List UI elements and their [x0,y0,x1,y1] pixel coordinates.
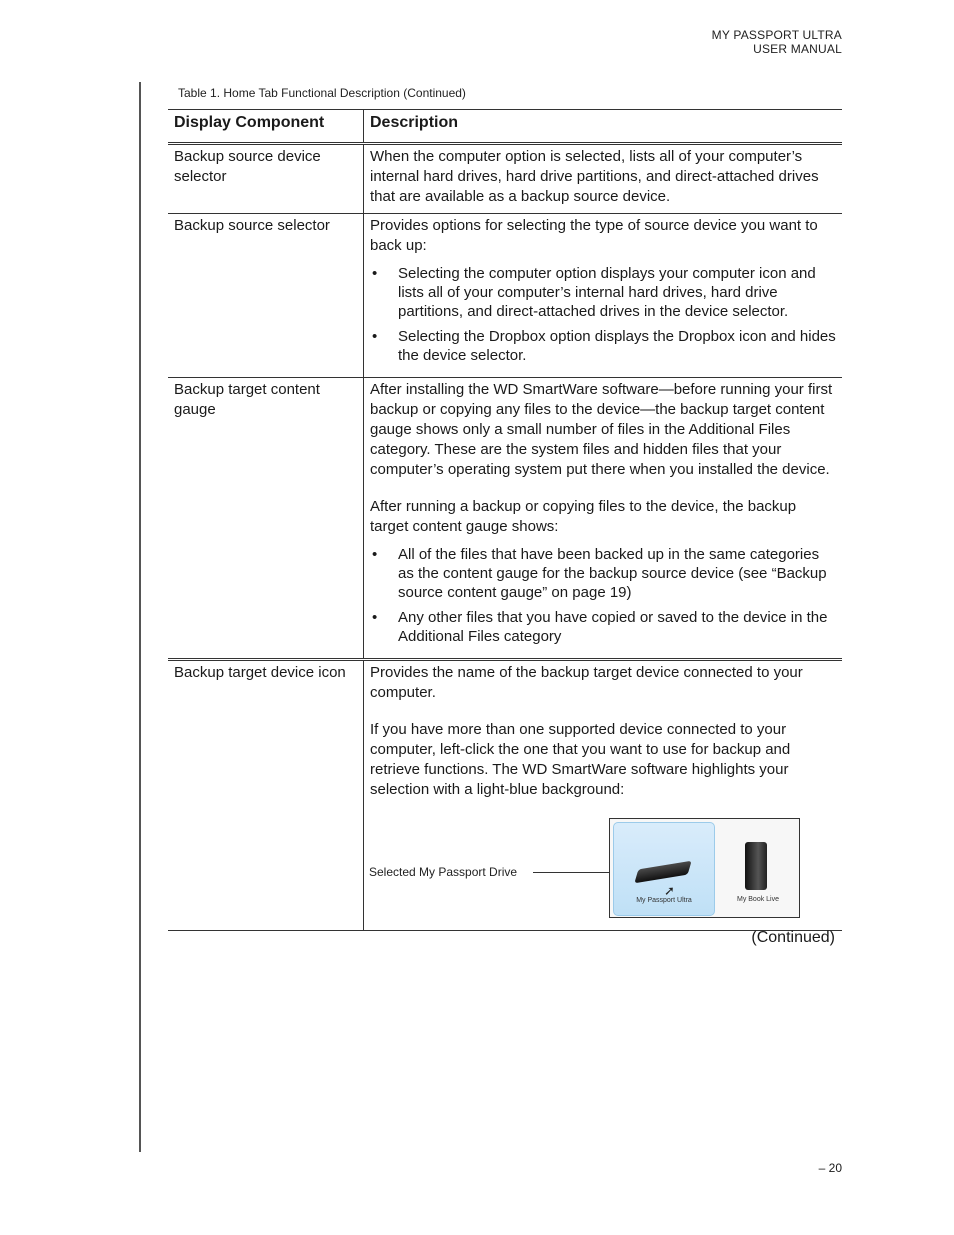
component-cell: Backup source device selector [168,144,364,214]
device-tile-label: My Passport Ultra [636,897,692,904]
description-paragraph: After installing the WD SmartWare software—before running your first backup or copying any files to the device—the backup target content gauge shows only a small number of files in the Additional Files category. These are the system files and hidden files that your computer’s operating system put there when you installed the device. [370,381,833,478]
table-row [168,214,842,378]
header-subtitle: USER MANUAL [753,42,842,56]
description-paragraph: After running a backup or copying files to the device, the backup target content gauge shows: [370,498,797,535]
component-cell: Backup source selector [168,214,364,378]
continued-note: (Continued) [751,929,835,946]
table-caption: Table 1. Home Tab Functional Description (Continued) [178,86,466,100]
figure-callout-label: Selected My Passport Drive [369,865,518,879]
bullet-item: • Selecting the computer option displays your computer icon and lists all of your computer’s internal hard drives, hard drive partitions, and direct-attached drives in the device selector. [370,264,836,321]
description-paragraph: When the computer option is selected, lists all of your computer’s internal hard drives, hard drive partitions, and direct-attached drives that are available as a backup source device. [370,148,819,205]
running-header [712,28,842,56]
book-drive-icon [745,842,767,890]
table-row [168,144,842,214]
bullet-list [370,264,836,365]
device-tile [720,822,796,914]
description-paragraph: If you have more than one supported device connected to your computer, left-click the one that you want to use for backup and retrieve functions. The WD SmartWare software highlights your selection with a light-blue background: [370,721,791,798]
table-row [168,378,842,660]
header-title: MY PASSPORT ULTRA [711,28,842,42]
description-cell [364,378,843,660]
description-cell [364,144,843,214]
device-selection-figure [370,818,836,922]
bullet-list [370,545,836,646]
margin-rule [139,82,141,1152]
bullet-item: • Any other files that you have copied or saved to the device in the Additional Files category [370,608,836,646]
table-header-row [168,110,842,144]
description-cell [364,660,843,931]
table-row [168,660,842,931]
description-paragraph: Provides options for selecting the type of source device you want to back up: [370,217,818,254]
description-cell [364,214,843,378]
bullet-item: • Selecting the Dropbox option displays the Dropbox icon and hides the device selector. [370,327,836,365]
column-header-description: Description [364,110,843,144]
functional-description-table [168,109,842,931]
device-selector-screenshot [609,818,800,918]
description-paragraph: Provides the name of the backup target device connected to your computer. [370,664,803,701]
passport-drive-icon [634,861,691,883]
component-cell: Backup target content gauge [168,378,364,660]
page-number: – 20 [818,1161,842,1175]
device-tile-selected [613,822,715,916]
device-tile-label: My Book Live [736,896,780,903]
column-header-component: Display Component [168,110,364,144]
bullet-item: • All of the files that have been backed up in the same categories as the content gauge for the backup source device (see “Backup source content gauge” on page 19) [370,545,836,602]
component-cell: Backup target device icon [168,660,364,931]
mouse-pointer-icon: ➚ [664,883,675,898]
